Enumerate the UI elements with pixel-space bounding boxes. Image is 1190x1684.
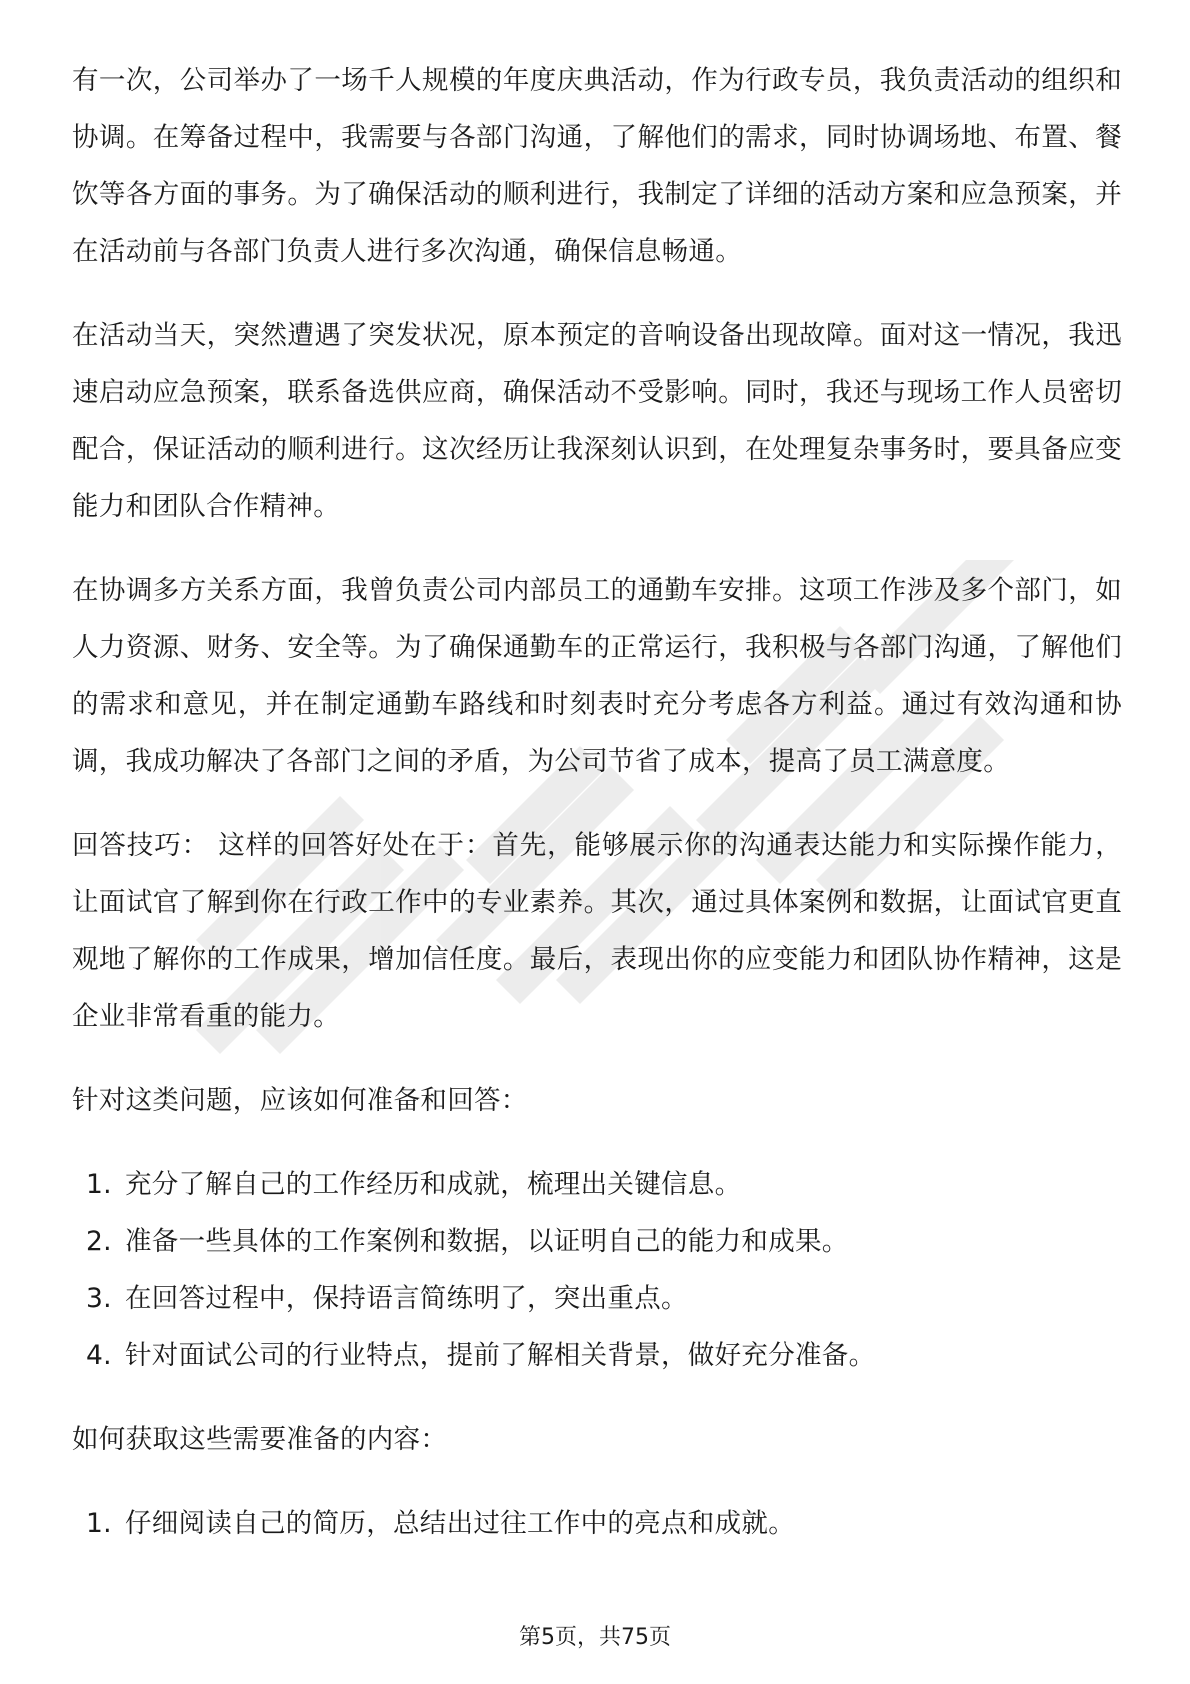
list-item (72, 1156, 1122, 1213)
list-item (72, 1495, 1122, 1552)
list-item-text: 充分了解自己的工作经历和成就，梳理出关键信息。 (125, 1169, 742, 1200)
document-body (72, 52, 1122, 1579)
section-heading-sources: 如何获取这些需要准备的内容： (72, 1424, 448, 1455)
list-item-number: 3. (86, 1283, 112, 1314)
paragraph-emergency-handling: 在活动当天，突然遭遇了突发状况，原本预定的音响设备出现故障。面对这一情况，我迅速启动应急预案，联系备选供应商，确保活动不受影响。同时，我还与现场工作人员密切配合，保证活动的顺利进行。这次经历让我深刻认识到，在处理复杂事务时，要具备应变能力和团队合作精神。 (72, 320, 1122, 522)
list-item-text: 仔细阅读自己的简历，总结出过往工作中的亮点和成就。 (125, 1508, 795, 1539)
section-heading-preparation: 针对这类问题，应该如何准备和回答： (72, 1085, 528, 1116)
sources-list (72, 1495, 1122, 1552)
list-item-number: 1. (86, 1169, 112, 1200)
list-item (72, 1327, 1122, 1384)
paragraph-celebration-event: 有一次，公司举办了一场千人规模的年度庆典活动，作为行政专员，我负责活动的组织和协调。在筹备过程中，我需要与各部门沟通，了解他们的需求，同时协调场地、布置、餐饮等各方面的事务。为了确保活动的顺利进行，我制定了详细的活动方案和应急预案，并在活动前与各部门负责人进行多次沟通，确保信息畅通。 (72, 65, 1122, 267)
paragraph-commute-coordination: 在协调多方关系方面，我曾负责公司内部员工的通勤车安排。这项工作涉及多个部门，如人力资源、财务、安全等。为了确保通勤车的正常运行，我积极与各部门沟通，了解他们的需求和意见，并在制定通勤车路线和时刻表时充分考虑各方利益。通过有效沟通和协调，我成功解决了各部门之间的矛盾，为公司节省了成本，提高了员工满意度。 (72, 575, 1122, 777)
list-item-number: 2. (86, 1226, 112, 1257)
list-item-text: 针对面试公司的行业特点，提前了解相关背景，做好充分准备。 (125, 1340, 876, 1371)
preparation-list (72, 1156, 1122, 1384)
page-number-footer: 第5页，共75页 (519, 1625, 671, 1650)
list-item-number: 4. (86, 1340, 112, 1371)
list-item-number: 1. (86, 1508, 112, 1539)
list-item (72, 1213, 1122, 1270)
list-item (72, 1270, 1122, 1327)
list-item-text: 在回答过程中，保持语言简练明了，突出重点。 (125, 1283, 688, 1314)
list-item-text: 准备一些具体的工作案例和数据，以证明自己的能力和成果。 (125, 1226, 849, 1257)
paragraph-answer-tips: 回答技巧： 这样的回答好处在于：首先，能够展示你的沟通表达能力和实际操作能力，让面试官了解到你在行政工作中的专业素养。其次，通过具体案例和数据，让面试官更直观地了解你的工作成果，增加信任度。最后，表现出你的应变能力和团队协作精神，这是企业非常看重的能力。 (72, 830, 1122, 1032)
